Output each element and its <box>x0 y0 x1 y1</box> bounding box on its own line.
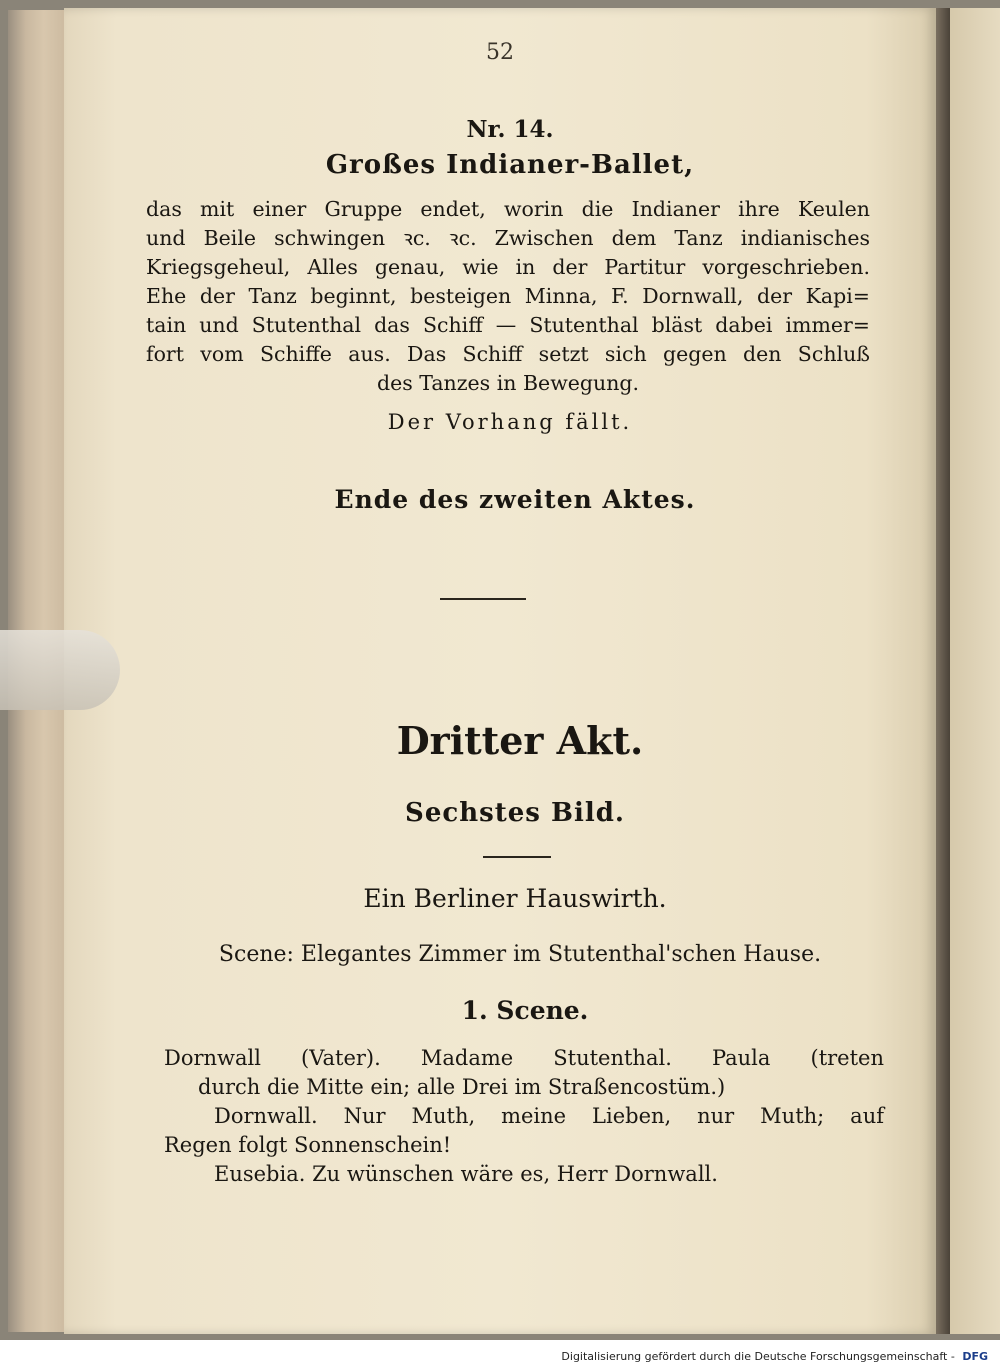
scene-picture-title: Sechstes Bild. <box>405 798 625 828</box>
ballet-title: Großes Indianer-Ballet, <box>325 150 695 180</box>
paragraph-line: und Beile schwingen ꝛc. ꝛc. Zwischen dem Tanz indianisches <box>146 226 870 250</box>
facing-page-edge <box>950 8 1000 1334</box>
footer-text: Digitalisierung gefördert durch die Deutsche Forschungsgemeinschaft - <box>561 1350 955 1363</box>
paragraph-line: Ehe der Tanz beginnt, besteigen Minna, F. Dornwall, der Kapi= <box>146 284 870 308</box>
end-of-act: Ende des zweiten Aktes. <box>334 485 696 514</box>
scene-description: Scene: Elegantes Zimmer im Stutenthal'schen Hause. <box>218 942 822 967</box>
number-heading: Nr. 14. <box>466 116 554 143</box>
subtitle: Ein Berliner Hauswirth. <box>363 884 667 913</box>
bookmark-clip <box>0 630 120 710</box>
dialog-line: Regen folgt Sonnenschein! <box>164 1133 452 1157</box>
dialog-line: Dornwall (Vater). Madame Stutenthal. Paula (treten <box>164 1046 884 1070</box>
paragraph-line: tain und Stutenthal das Schiff — Stutenthal bläst dabei immer= <box>146 313 870 337</box>
dialog-line: Eusebia. Zu wünschen wäre es, Herr Dornwall. <box>214 1162 718 1186</box>
paragraph-line: des Tanzes in Bewegung. <box>376 371 640 395</box>
dialog-line: durch die Mitte ein; alle Drei im Straßencostüm.) <box>198 1075 726 1099</box>
curtain-falls: Der Vorhang fällt. <box>387 410 633 434</box>
dialog-line: Dornwall. Nur Muth, meine Lieben, nur Muth; auf <box>214 1104 884 1128</box>
page-number: 52 <box>486 40 514 65</box>
scene-number: 1. Scene. <box>461 996 589 1025</box>
book-gutter <box>936 8 950 1334</box>
stage-direction-paragraph <box>146 195 870 398</box>
dialog-block <box>164 1044 884 1189</box>
digitization-footer <box>561 1350 988 1363</box>
paragraph-line: Kriegsgeheul, Alles genau, wie in der Partitur vorgeschrieben. <box>146 255 870 279</box>
divider-rule <box>483 856 551 858</box>
dfg-logo: DFG <box>962 1350 988 1363</box>
paragraph-line: fort vom Schiffe aus. Das Schiff setzt sich gegen den Schluß <box>146 342 870 366</box>
paragraph-line: das mit einer Gruppe endet, worin die Indianer ihre Keulen <box>146 197 870 221</box>
divider-rule <box>440 598 526 600</box>
act-title: Dritter Akt. <box>396 718 644 763</box>
